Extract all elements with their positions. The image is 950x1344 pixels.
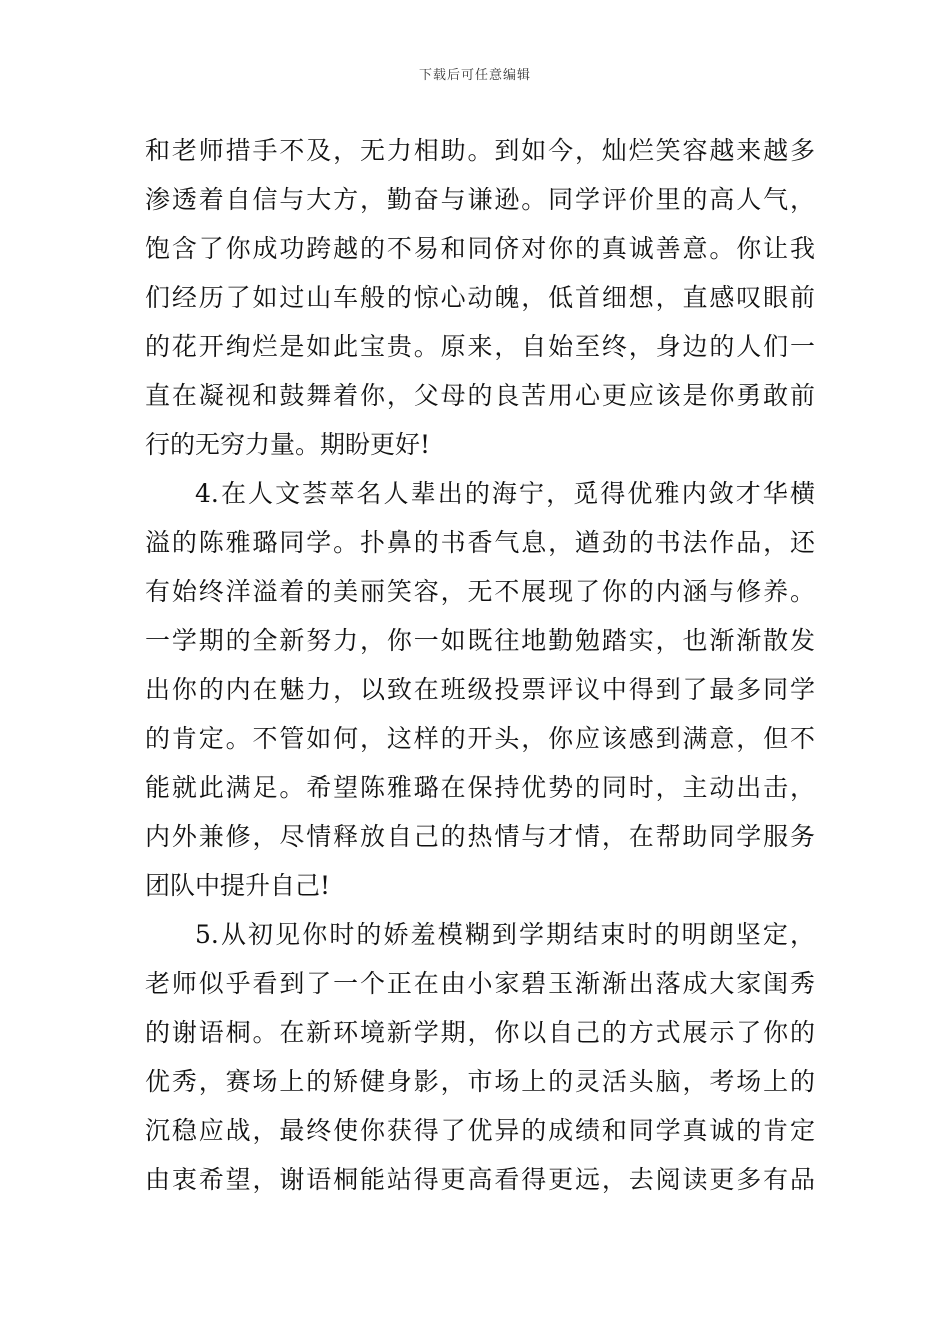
page-header-note: 下载后可任意编辑 (418, 68, 531, 83)
text-line: 5.从初见你时的娇羞模糊到学期结束时的明朗坚定， (195, 920, 815, 949)
text-line: 行的无穷力量。期盼更好! (145, 430, 431, 459)
text-line: 优秀，赛场上的矫健身影，市场上的灵活头脑，考场上的 (145, 1067, 815, 1096)
text-line: 出你的内在魅力，以致在班级投票评议中得到了最多同学 (145, 675, 815, 704)
text-line: 渗透着自信与大方，勤奋与谦逊。同学评价里的高人气， (145, 185, 815, 214)
text-line: 4.在人文荟萃名人辈出的海宁，觅得优雅内敛才华横 (195, 479, 815, 508)
text-line: 能就此满足。希望陈雅璐在保持优势的同时，主动出击， (145, 773, 815, 802)
text-line: 的肯定。不管如何，这样的开头，你应该感到满意，但不 (145, 724, 815, 753)
text-line: 一学期的全新努力，你一如既往地勤勉踏实，也渐渐散发 (145, 626, 815, 655)
text-line: 的谢语桐。在新环境新学期，你以自己的方式展示了你的 (145, 1018, 815, 1047)
text-line: 有始终洋溢着的美丽笑容，无不展现了你的内涵与修养。 (145, 577, 815, 606)
text-line: 饱含了你成功跨越的不易和同侪对你的真诚善意。你让我 (145, 234, 815, 263)
document-body (145, 126, 815, 1204)
text-line: 老师似乎看到了一个正在由小家碧玉渐渐出落成大家闺秀 (145, 969, 815, 998)
text-line: 溢的陈雅璐同学。扑鼻的书香气息，遒劲的书法作品，还 (145, 528, 815, 557)
text-line: 由衷希望，谢语桐能站得更高看得更远，去阅读更多有品 (145, 1165, 815, 1194)
text-line: 团队中提升自己! (145, 871, 331, 900)
text-line: 们经历了如过山车般的惊心动魄，低首细想，直感叹眼前 (145, 283, 815, 312)
text-line: 沉稳应战，最终使你获得了优异的成绩和同学真诚的肯定 (145, 1116, 815, 1145)
text-line: 的花开绚烂是如此宝贵。原来，自始至终，身边的人们一 (145, 332, 815, 361)
text-line: 直在凝视和鼓舞着你，父母的良苦用心更应该是你勇敢前 (145, 381, 815, 410)
text-line: 和老师措手不及，无力相助。到如今，灿烂笑容越来越多 (145, 136, 815, 165)
text-line: 内外兼修，尽情释放自己的热情与才情，在帮助同学服务 (145, 822, 815, 851)
